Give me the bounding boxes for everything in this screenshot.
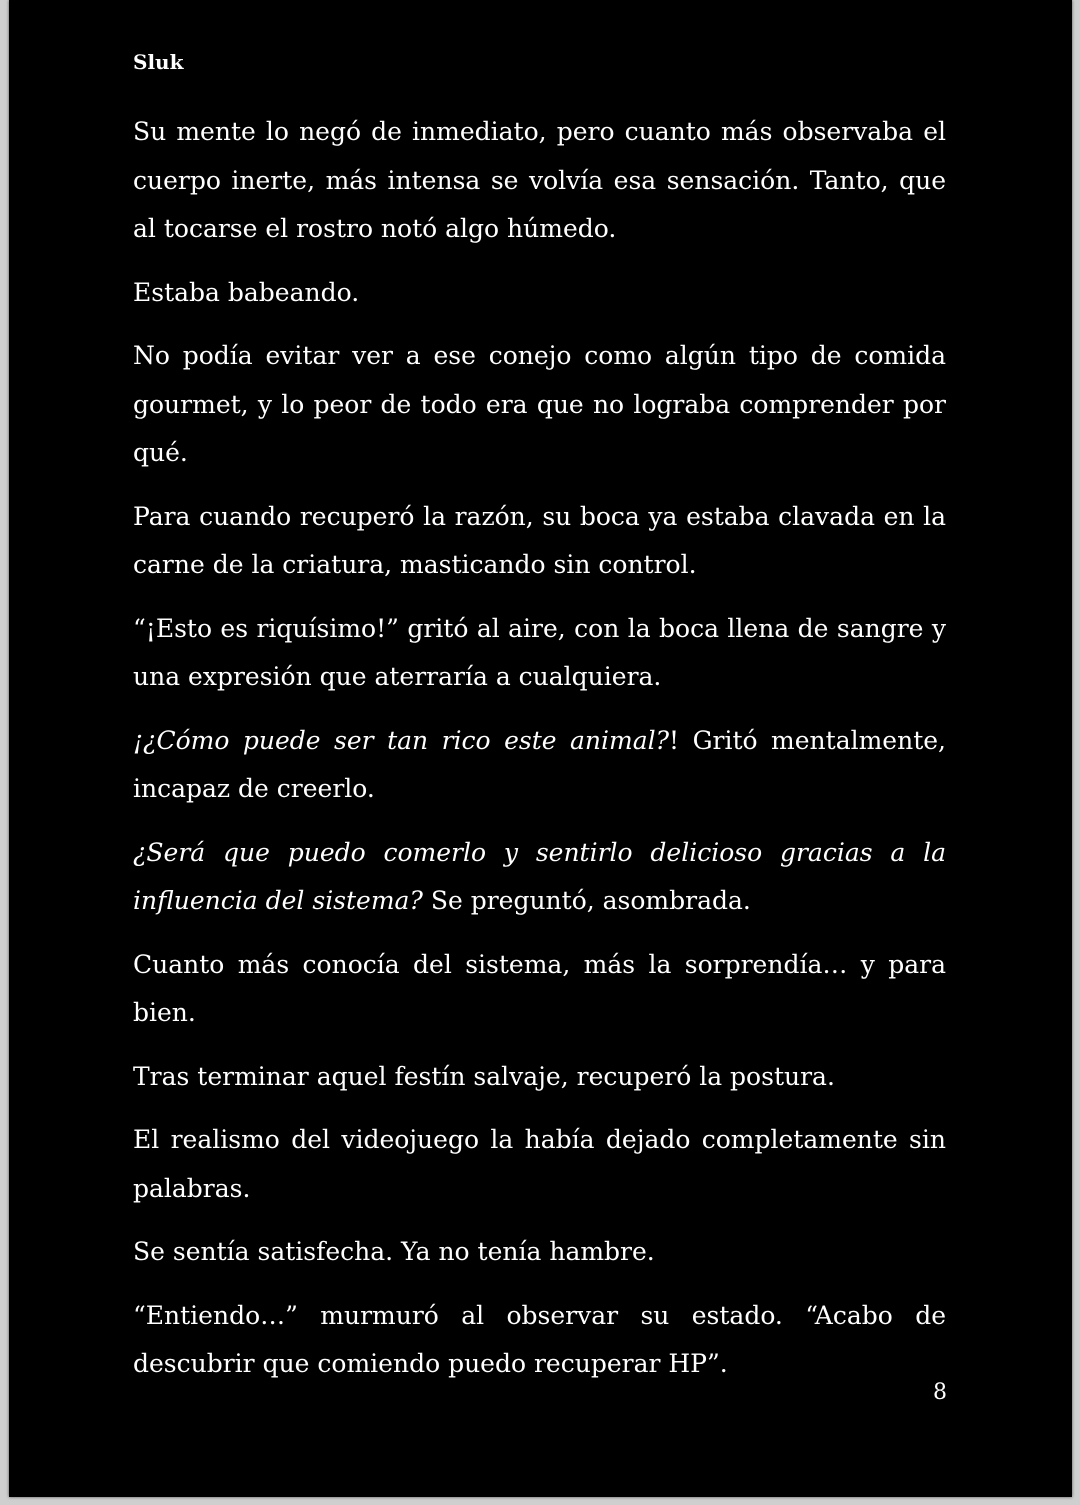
paragraph: Su mente lo negó de inmediato, pero cuanto más observaba el cuerpo inerte, más intensa se volvía esa sensación. Tanto, que al tocarse el rostro notó algo húmedo. bbox=[133, 117, 946, 243]
paragraph: Estaba babeando. bbox=[133, 277, 360, 307]
paragraph bbox=[133, 829, 946, 926]
paragraph bbox=[133, 717, 946, 814]
running-header-author: Sluk bbox=[133, 50, 184, 74]
paragraph: El realismo del videojuego la había dejado completamente sin palabras. bbox=[133, 1125, 946, 1203]
paragraph: Tras terminar aquel festín salvaje, recuperó la postura. bbox=[133, 1061, 835, 1091]
page-body bbox=[133, 108, 946, 1404]
paragraph-text: ! Gritó mentalmente, incapaz de creerlo. bbox=[133, 725, 946, 803]
italic-thought: ¿Será que puedo comerlo y sentirlo delicioso gracias a la influencia del sistema? bbox=[133, 837, 946, 915]
italic-thought: ¡¿Cómo puede ser tan rico este animal? bbox=[133, 725, 670, 755]
document-page bbox=[9, 0, 1072, 1497]
paragraph: Para cuando recuperó la razón, su boca ya estaba clavada en la carne de la criatura, masticando sin control. bbox=[133, 501, 946, 579]
paragraph: No podía evitar ver a ese conejo como algún tipo de comida gourmet, y lo peor de todo era que no lograba comprender por qué. bbox=[133, 341, 946, 467]
paragraph: “Entiendo…” murmuró al observar su estado. “Acabo de descubrir que comiendo puedo recuperar HP”. bbox=[133, 1300, 946, 1378]
paragraph-text: Se preguntó, asombrada. bbox=[422, 886, 751, 915]
paragraph: Se sentía satisfecha. Ya no tenía hambre. bbox=[133, 1237, 655, 1266]
page-number: 8 bbox=[933, 1380, 947, 1405]
paragraph: Cuanto más conocía del sistema, más la sorprendía… y para bien. bbox=[133, 949, 946, 1027]
paragraph: “¡Esto es riquísimo!” gritó al aire, con la boca llena de sangre y una expresión que aterraría a cualquiera. bbox=[133, 613, 946, 691]
